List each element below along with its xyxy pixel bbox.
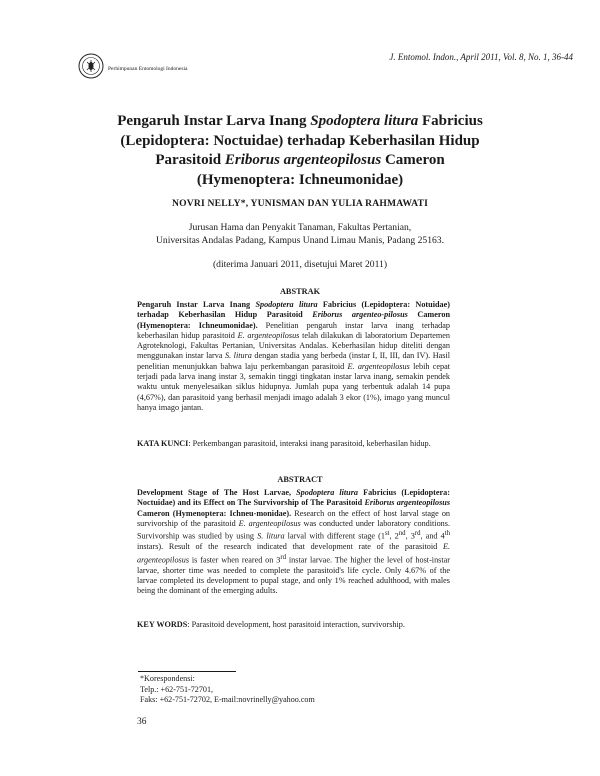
title-part: (Hymenoptera: Ichneumonidae) [196,171,404,188]
keywords-text: : Perkembangan parasitoid, interaksi inang parasitoid, keberhasilan hidup. [188,439,431,448]
abstract-text: Development Stage of The Host Larvae, Spodoptera litura Fabricius (Lepidoptera: Noctuidae) and its Effect on The Survivorship of The Parasitoid Eriborus argenteopilosus Cameron (Hymenoptera: Ichneu-monidae). Research on the effect of host larval stage on survivorship of the parasitoid E. argenteopilosus was conducted under laboratory conditions. Survivorship was studied by using S. litura larval with different stage (1st, 2nd, 3rd, and 4th instars). Result of the research indicated that development rate of the parasitoid E. argenteopilosus is faster when reared on 3rd instar larvae. The higher the level of host-instar larvae, shorter time was needed to complete the parasitoid's life cycle. Only 4.67% of the larvae completed its development to pupal stage, and only 1% reached adulthood, with males being the dominant of the emerging adults. [137,488,451,596]
correspondence-footnote [140,674,460,706]
society-name: Perhimpunan Entomologi Indonesia [108,66,188,72]
title-part: (Lepidoptera: Noctuidae) terhadap Keberhasilan Hidup [120,132,480,149]
society-logo-icon [78,53,104,79]
footnote-rule [138,671,236,672]
authors: NOVRI NELLY*, YUNISMAN DAN YULIA RAHMAWATI [171,198,429,209]
page-number: 36 [137,717,147,727]
footnote-line: Telp.: +62-751-72701, [140,684,214,694]
keywords-label: KATA KUNCI [137,439,189,448]
received-accepted-dates: (diterima Januari 2011, disetujui Maret 2011) [212,259,388,270]
keywords-text: : Parasitoid development, host parasitoid interaction, survivorship. [187,620,405,629]
title-part: Cameron [381,152,445,168]
abstrak-heading: ABSTRAK [279,287,321,296]
abstract-keywords [137,620,450,630]
title-part: Pengaruh Instar Larva Inang [117,113,311,129]
abstract-heading: ABSTRACT [277,475,323,484]
journal-citation: J. Entomol. Indon., April 2011, Vol. 8, No. 1, 36-44 [389,52,573,62]
title-part-italic: Spodoptera litura [310,113,419,129]
affiliation [60,221,540,247]
title-part-italic: Eriborus argenteopilosus [224,152,382,168]
keywords-label: KEY WORDS [137,620,188,629]
abstrak-text: Pengaruh Instar Larva Inang Spodoptera litura Fabricius (Lepidoptera: Notuidae) terhadap Keberhasilan Hidup Parasitoid Eriborus argenteo-pilosus Cameron (Hymenoptera: Ichneumonidae). Penelitian pengaruh instar larva inang terhadap keberhasilan hidup parasitoid E. argenteopilosus telah dilakukan di laboratorium Departemen Agroteknologi, Fakultas Pertanian, Universitas Andalas. Keberhasilan hidup diteliti dengan menggunakan instar larva S. litura dengan stadia yang berbeda (instar I, II, III, dan IV). Hasil penelitian menunjukkan bahwa laju perkembangan parasitoid E. argenteopilosus lebih cepat terjadi pada larva inang instar 3, semakin tinggi tingkatan instar larva inang, semakin pendek waktu untuk menyelesaikan siklus hidupnya. Jumlah pupa yang terbentuk adalah 14 pupa (4,67%), dan parasitoid yang berhasil menjadi imago adalah 3 ekor (1%), imago yang muncul hanya imago jantan. [137,300,450,412]
title-part: Parasitoid [155,152,225,168]
article-title [60,112,540,190]
affiliation-line: Jurusan Hama dan Penyakit Tanaman, Fakultas Pertanian, [188,222,412,233]
footnote-line: *Korespondensi: [140,674,195,683]
abstrak-keywords [137,439,450,449]
title-part: Fabricius [418,113,483,129]
footnote-line: Faks: +62-751-72702, E-mail:novrinelly@yahoo.com [140,695,315,705]
affiliation-line: Universitas Andalas Padang, Kampus Unand Limau Manis, Padang 25163. [155,235,445,246]
